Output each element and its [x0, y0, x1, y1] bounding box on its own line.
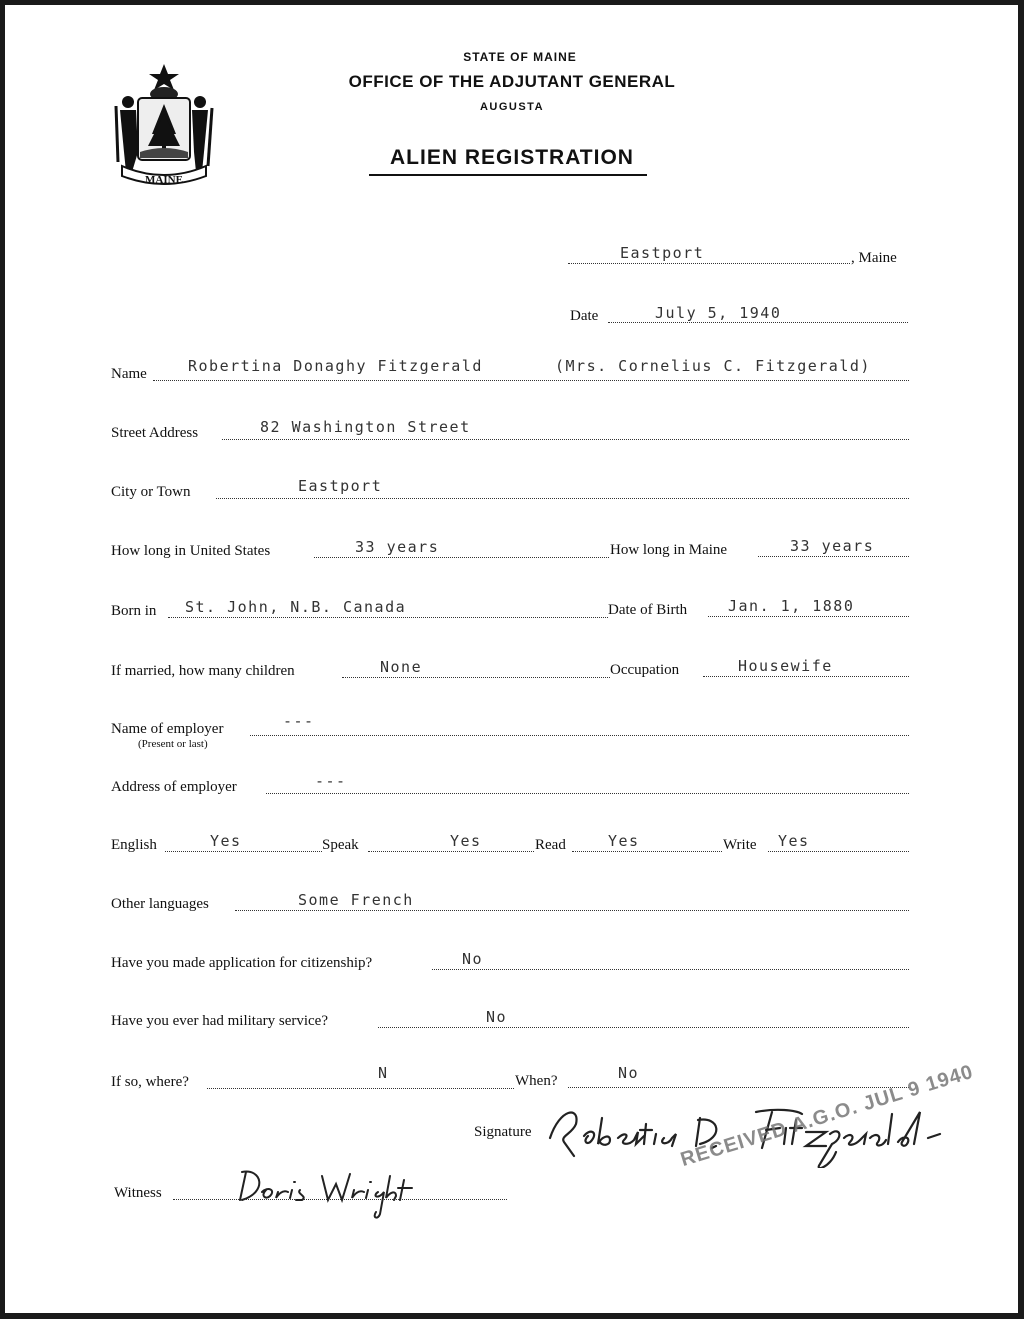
- received-stamp: RECEIVED A.G.O. JUL 9 1940: [678, 1060, 977, 1172]
- children-label: If married, how many children: [111, 663, 295, 679]
- born-label: Born in: [111, 603, 157, 619]
- witness-label: Witness: [114, 1185, 162, 1201]
- employer-value: ---: [283, 712, 315, 730]
- header-office: OFFICE OF THE ADJUTANT GENERAL: [348, 72, 676, 91]
- children-value: None: [380, 658, 423, 676]
- maine-duration-value: 33 years: [790, 537, 875, 555]
- scan-edge-bottom: [0, 1313, 1024, 1319]
- citizenship-value: No: [462, 950, 484, 968]
- speak-value: Yes: [450, 832, 482, 850]
- other-languages-line: [235, 910, 909, 911]
- employer-label: Name of employer: [111, 721, 224, 737]
- english-line: [165, 851, 322, 852]
- employer-address-value: ---: [315, 772, 347, 790]
- military-label: Have you ever had military service?: [111, 1013, 328, 1029]
- dob-line: [708, 616, 909, 617]
- maine-duration-line: [758, 556, 909, 557]
- dob-label: Date of Birth: [608, 602, 688, 618]
- write-line: [768, 851, 909, 852]
- name-label: Name: [111, 366, 147, 382]
- maine-duration-label: How long in Maine: [610, 542, 728, 558]
- occupation-line: [703, 676, 909, 677]
- street-value: 82 Washington Street: [260, 418, 471, 436]
- witness-handwriting: [232, 1162, 432, 1222]
- speak-line: [368, 851, 534, 852]
- citizenship-label: Have you made application for citizenship?: [111, 955, 373, 971]
- employer-sublabel: (Present or last): [138, 738, 208, 750]
- read-line: [572, 851, 722, 852]
- scan-edge-left: [0, 0, 5, 1319]
- scan-edge-right: [1018, 0, 1024, 1319]
- scan-edge-top: [0, 0, 1024, 5]
- dob-value: Jan. 1, 1880: [728, 597, 855, 615]
- read-value: Yes: [608, 832, 640, 850]
- born-value: St. John, N.B. Canada: [185, 598, 407, 616]
- when-line: [568, 1087, 909, 1088]
- city-line: [216, 498, 909, 499]
- date-label: Date: [570, 308, 599, 324]
- children-line: [342, 677, 610, 678]
- military-line: [378, 1027, 909, 1028]
- place-suffix: , Maine: [851, 250, 897, 266]
- street-label: Street Address: [111, 425, 199, 441]
- employer-address-line: [266, 793, 909, 794]
- city-label: City or Town: [111, 484, 191, 500]
- date-value: July 5, 1940: [655, 304, 782, 322]
- street-line: [222, 439, 909, 440]
- date-line: [608, 322, 908, 323]
- occupation-value: Housewife: [738, 657, 833, 675]
- employer-address-label: Address of employer: [111, 779, 237, 795]
- us-duration-label: How long in United States: [111, 543, 271, 559]
- english-value: Yes: [210, 832, 242, 850]
- signature-label: Signature: [474, 1124, 532, 1140]
- svg-text:MAINE: MAINE: [145, 174, 183, 186]
- title-underline: [369, 174, 647, 176]
- us-duration-line: [314, 557, 609, 558]
- read-label: Read: [535, 837, 566, 853]
- employer-line: [250, 735, 909, 736]
- name-line: [153, 380, 909, 381]
- other-languages-label: Other languages: [111, 896, 209, 912]
- occupation-label: Occupation: [610, 662, 680, 678]
- us-duration-value: 33 years: [355, 538, 440, 556]
- other-languages-value: Some French: [298, 891, 414, 909]
- born-line: [168, 617, 608, 618]
- where-value: N: [378, 1064, 389, 1082]
- city-value: Eastport: [298, 477, 383, 495]
- name-alias: (Mrs. Cornelius C. Fitzgerald): [555, 357, 871, 375]
- place-value: Eastport: [620, 244, 705, 262]
- header-city: AUGUSTA: [479, 101, 545, 113]
- name-value: Robertina Donaghy Fitzgerald: [188, 357, 483, 375]
- when-label: When?: [515, 1073, 558, 1089]
- write-label: Write: [723, 837, 757, 853]
- where-line: [207, 1088, 514, 1089]
- where-label: If so, where?: [111, 1074, 189, 1090]
- write-value: Yes: [778, 832, 810, 850]
- military-value: No: [486, 1008, 508, 1026]
- english-label: English: [111, 837, 157, 853]
- form-title: ALIEN REGISTRATION: [390, 146, 634, 169]
- header-state: STATE OF MAINE: [463, 50, 577, 64]
- citizenship-line: [432, 969, 909, 970]
- when-value: No: [618, 1064, 640, 1082]
- place-line: [568, 263, 850, 264]
- speak-label: Speak: [322, 837, 359, 853]
